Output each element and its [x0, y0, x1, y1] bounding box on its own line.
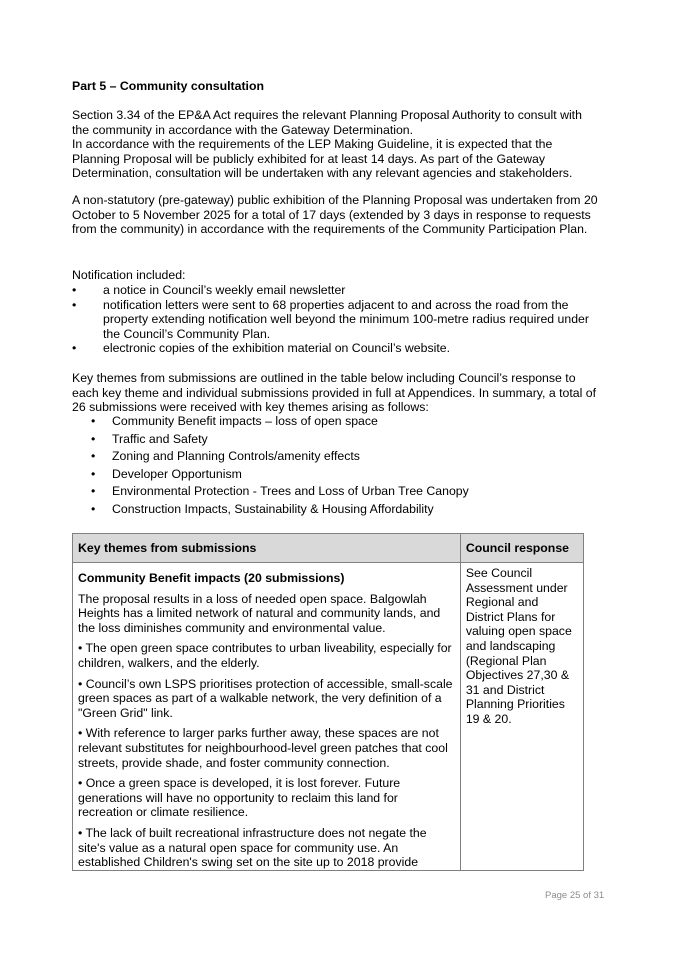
- theme-paragraph: • With reference to larger parks further away, these spaces are not relevant substitutes for neighbourhood-level green patches that cool streets, provide shade, and foster community connection.: [78, 726, 448, 770]
- theme-title: Community Benefit impacts (20 submissions): [78, 571, 345, 585]
- bullet-icon: •: [91, 466, 96, 481]
- bullet-icon: •: [91, 449, 96, 464]
- theme-paragraph: • The lack of built recreational infrastructure does not negate the site's value as a natural open space for community use. An established Children's swing set on the site up to 2018 provide: [78, 825, 427, 870]
- table-row: [73, 563, 584, 871]
- consultation-requirements-paragraph: [72, 108, 602, 181]
- list-item: • Environmental Protection - Trees and Loss of Urban Tree Canopy: [91, 484, 469, 499]
- list-item: • Traffic and Safety: [91, 431, 208, 446]
- key-themes-list: [72, 414, 602, 520]
- notification-heading: Notification included:: [72, 268, 186, 282]
- paragraph-line: Section 3.34 of the EP&A Act requires the relevant Planning Proposal Authority to consult with the community in accordance with the Gateway Determination.: [72, 108, 582, 137]
- theme-paragraph: • Council’s own LSPS prioritises protection of accessible, small-scale green spaces as part of a walkable network, the very definition of a "Green Grid" link.: [78, 676, 453, 720]
- list-item: • Zoning and Planning Controls/amenity effects: [91, 449, 360, 464]
- column-header-key-themes: Key themes from submissions: [73, 534, 461, 563]
- theme-paragraph: The proposal results in a loss of needed open space. Balgowlah Heights has a limited network of natural and community lands, and the loss diminishes community and environmental value.: [78, 591, 441, 635]
- table-header-row: [73, 534, 584, 563]
- list-item: • Developer Opportunism: [91, 466, 242, 481]
- exhibition-paragraph: A non-statutory (pre-gateway) public exhibition of the Planning Proposal was undertaken from 20 October to 5 November 2025 for a total of 17 days (extended by 3 days in response to requests from the community) in accordance with the requirements of the Community Participation Plan.: [72, 193, 598, 237]
- bullet-icon: •: [91, 484, 96, 499]
- list-item: • a notice in Council’s weekly email newsletter: [72, 283, 346, 297]
- theme-paragraph: • Once a green space is developed, it is lost forever. Future generations will have no opportunity to reclaim this land for recreation or climate resilience.: [78, 776, 401, 820]
- bullet-icon: •: [72, 297, 77, 312]
- list-item: • Construction Impacts, Sustainability & Housing Affordability: [91, 501, 434, 516]
- bullet-icon: •: [91, 414, 96, 428]
- list-item: • notification letters were sent to 68 properties adjacent to and across the road from the property extending notification well beyond the minimum 100-metre radius required under the Council’s Community Plan.: [72, 297, 589, 341]
- bullet-icon: •: [91, 431, 96, 446]
- list-item: • electronic copies of the exhibition material on Council’s website.: [72, 341, 451, 356]
- key-themes-intro-paragraph: Key themes from submissions are outlined in the table below including Council’s response to each key theme and individual submissions provided in full at Appendices. In summary, a total of 26 submissions were received with key themes arising as follows:: [72, 371, 597, 415]
- page-number: Page 25 of 31: [545, 890, 605, 901]
- bullet-icon: •: [91, 501, 96, 516]
- notification-list: [72, 283, 602, 356]
- list-item: • Community Benefit impacts – loss of open space: [91, 414, 378, 428]
- submissions-table: [72, 533, 584, 871]
- theme-paragraph: • The open green space contributes to urban liveability, especially for children, walkers, and the elderly.: [78, 641, 452, 670]
- bullet-icon: •: [72, 283, 77, 297]
- bullet-icon: •: [72, 341, 77, 356]
- section-heading: Part 5 – Community consultation: [72, 79, 264, 93]
- theme-cell: [73, 563, 461, 871]
- response-cell: See Council Assessment under Regional and District Plans for valuing open space and landscaping (Regional Plan Objectives 27,30 & 31 and District Planning Priorities 19 & 20.: [460, 563, 583, 871]
- column-header-council-response: Council response: [460, 534, 583, 563]
- paragraph-line: In accordance with the requirements of the LEP Making Guideline, it is expected that the Planning Proposal will be publicly exhibited for at least 14 days. As part of the Gateway Determination, consultation will be undertaken with any relevant agencies and stakeholders.: [72, 137, 573, 181]
